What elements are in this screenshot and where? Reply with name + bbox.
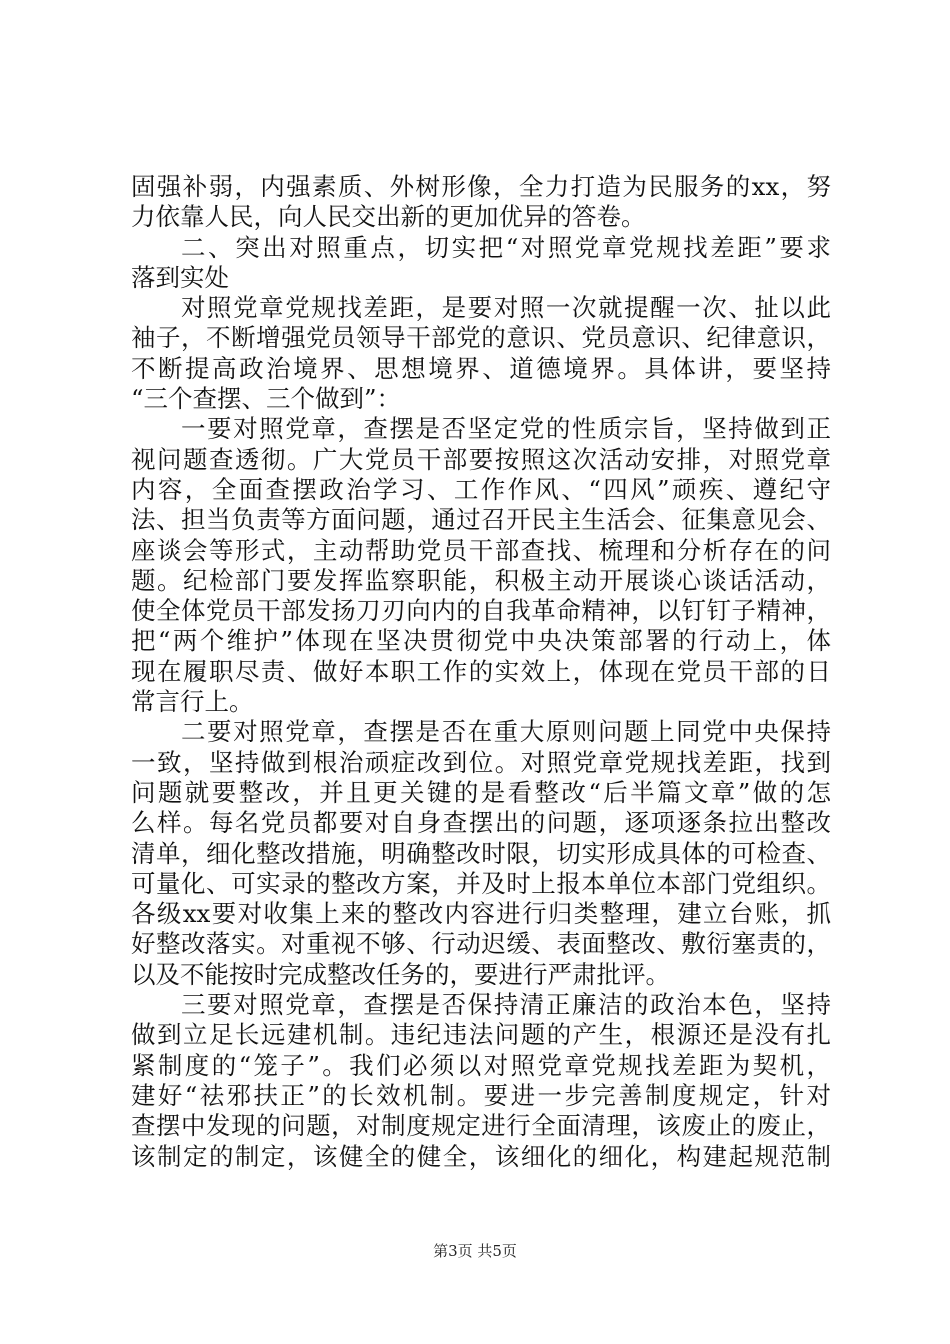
text-line: 题。纪检部门要发挥监察职能，积极主动开展谈心谈话活动，: [131, 565, 831, 595]
text-line: 该制定的制定，该健全的健全，该细化的细化，构建起规范制: [131, 1141, 831, 1171]
text-line: 问题就要整改，并且更关键的是看整改“后半篇文章”做的怎: [131, 777, 831, 807]
text-line: 二要对照党章，查摆是否在重大原则问题上同党中央保持: [181, 717, 831, 747]
page-number-label: 第3页 共5页: [433, 1242, 517, 1260]
text-line: 一致，坚持做到根治顽症改到位。对照党章党规找差距，找到: [131, 747, 831, 777]
text-line: 查摆中发现的问题，对制度规定进行全面清理，该废止的废止，: [131, 1111, 831, 1141]
text-line: 常言行上。: [131, 687, 254, 717]
text-line: 使全体党员干部发扬刀刃向内的自我革命精神，以钉钉子精神，: [131, 596, 831, 626]
text-line: 三要对照党章，查摆是否保持清正廉洁的政治本色，坚持: [181, 990, 831, 1020]
text-line: 把“两个维护”体现在坚决贯彻党中央决策部署的行动上，体: [131, 626, 831, 656]
text-line: 以及不能按时完成整改任务的，要进行严肃批评。: [131, 959, 670, 989]
text-line: 内容，全面查摆政治学习、工作作风、“四风”顽疾、遵纪守: [131, 474, 831, 504]
text-line: 法、担当负责等方面问题，通过召开民主生活会、征集意见会、: [131, 505, 831, 535]
text-line: 做到立足长远建机制。违纪违法问题的产生，根源还是没有扎: [131, 1020, 831, 1050]
text-line: 现在履职尽责、做好本职工作的实效上，体现在党员干部的日: [131, 656, 831, 686]
text-line: 力依靠人民，向人民交出新的更加优异的答卷。: [131, 202, 646, 232]
text-line: 紧制度的“笼子”。我们必须以对照党章党规找差距为契机，: [131, 1050, 831, 1080]
text-line: 清单，细化整改措施，明确整改时限，切实形成具体的可检查、: [131, 838, 831, 868]
text-line: 视问题查透彻。广大党员干部要按照这次活动安排，对照党章: [131, 444, 831, 474]
text-line: 建好“祛邪扶正”的长效机制。要进一步完善制度规定，针对: [131, 1080, 831, 1110]
page-footer: [0, 1240, 950, 1261]
text-line: 可量化、可实录的整改方案，并及时上报本单位本部门党组织。: [131, 868, 831, 898]
text-line: 落到实处: [131, 262, 229, 292]
text-line: 二、突出对照重点，切实把“对照党章党规找差距”要求: [181, 232, 831, 262]
text-line: 么样。每名党员都要对自身查摆出的问题，逐项逐条拉出整改: [131, 808, 831, 838]
text-line: 一要对照党章，查摆是否坚定党的性质宗旨，坚持做到正: [181, 414, 831, 444]
text-line: 袖子，不断增强党员领导干部党的意识、党员意识、纪律意识，: [131, 323, 831, 353]
text-line: 固强补弱，内强素质、外树形像，全力打造为民服务的xx，努: [131, 172, 831, 201]
text-line: “三个查摆、三个做到”：: [131, 384, 402, 414]
document-body: [131, 172, 831, 1172]
text-line: 好整改落实。对重视不够、行动迟缓、表面整改、敷衍塞责的，: [131, 929, 831, 959]
text-line: 对照党章党规找差距，是要对照一次就提醒一次、扯以此: [181, 293, 831, 323]
text-line: 不断提高政治境界、思想境界、道德境界。具体讲，要坚持: [131, 353, 831, 383]
text-line: 座谈会等形式，主动帮助党员干部查找、梳理和分析存在的问: [131, 535, 831, 565]
text-line: 各级xx要对收集上来的整改内容进行归类整理，建立台账，抓: [131, 899, 831, 929]
